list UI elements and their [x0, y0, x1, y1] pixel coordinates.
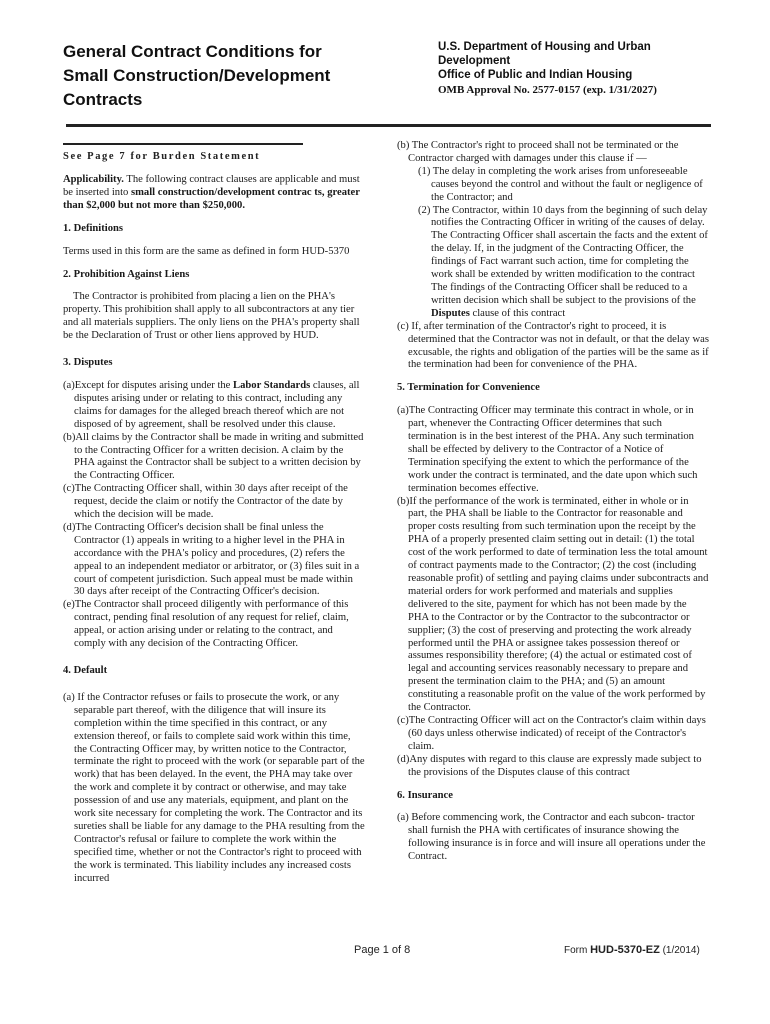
default-item-b2: (2) The Contractor, within 10 days from the beginning of such delay notifies the Contracting Officer in writing of the causes of delay. The Contracting Officer shall ascertain the facts and the extent of the delay. If, in the judgment of the Contracting Officer, the findings of Fact warrant such action, time for completing the work shall be extended by written modification to the contract The findings of the Contracting Officer shall be reduced to a written decision which shall be subject to the provisions of the Disputes clause of this contract	[418, 204, 708, 319]
disputes-item-c: (c)The Contracting Officer shall, within 30 days after receipt of the request, decide the claim or notify the Contractor of the date by which the decision will be made.	[63, 483, 348, 521]
applicability-scope: small construction/development contrac ts, greater than $2,000 but not more than $250,000.	[63, 186, 360, 211]
burden-rule	[63, 143, 303, 145]
definitions-text: Terms used in this form are the same as defined in form HUD-5370	[63, 245, 350, 257]
disputes-item-a: (a)Except for disputes arising under the Labor Standards clauses, all disputes arising under or relating to this contract, including any claims for damages for the alleged breach thereof which are not disposed of by agreement, shall be resolved under this clause.	[63, 379, 360, 430]
form-number: Form HUD-5370-EZ (1/2014)	[564, 944, 700, 956]
section-heading-default: 4. Default	[63, 665, 108, 676]
convenience-item-b: (b)If the performance of the work is terminated, either in whole or in part, the PHA shall be liable to the Contractor for reasonable and proper costs resulting from such termination upon the receipt by the PHA of a properly presented claim setting out in detail: (1) the total cost of the work performed to date of termination less the total amount of contract payments made to the Contractor; (2) the cost (including reasonable profit) of settling and paying claims under subcontracts and material orders for work performed and materials and supplies delivered to the site, payment for which has not been made by the PHA to the Contractor or by the Contractor to the subcontractor or supplier; (3) the cost of preserving and protecting the work already performed until the PHA or assignee takes possession thereof or assumes responsibility therefore; (4) the actual or estimated cost of legal and accounting services reasonably necessary to prepare and present the termination claim to the PHA; and (5) an amount constituting a reasonable profit on the value of the work performed by the Contractor.	[397, 495, 709, 714]
liens-text: The Contractor is prohibited from placing a lien on the PHA's property. This prohibition shall apply to all subcontractors at any tier and all materials suppliers. The only liens on the PHA's property shall be the Declaration of Trust or other liens approved by HUD.	[63, 291, 360, 342]
convenience-item-c: (c)The Contracting Officer will act on the Contractor's claim within days (60 days unless otherwise indicated) of receipt of the Contractor's claim.	[397, 714, 706, 752]
applicability-text: The following contract clauses are applicable and must be inserted into	[63, 174, 360, 198]
title-line-2: Small Construction/Development	[63, 66, 331, 85]
title-line-3: Contracts	[63, 90, 143, 109]
disputes-item-d: (d)The Contracting Officer's decision shall be final unless the Contractor (1) appeals in writing to a higher level in the PHA in accordance with the PHA's policy and procedures, (2) refers the appeal to an independent mediator or arbitrator, or (3) files suit in a court of competent jurisdiction. Such appeal must be made within 30 days after receipt of the Contracting Officer's decision.	[63, 521, 360, 598]
convenience-item-d: (d)Any disputes with regard to this clause are expressly made subject to the provisions of the Disputes clause of this contract	[397, 753, 702, 778]
section-heading-insurance: 6. Insurance	[397, 789, 453, 801]
agency-block	[438, 40, 738, 97]
burden-statement-note: See Page 7 for Burden Statement	[63, 151, 261, 162]
office-name: Office of Public and Indian Housing	[438, 69, 633, 81]
default-item-b1: (1) The delay in completing the work arises from unforeseeable causes beyond the control and without the fault or negligence of the Contractor; and	[418, 165, 703, 203]
agency-line-2: Development	[438, 55, 511, 67]
section-heading-disputes: 3. Disputes	[63, 357, 113, 369]
right-column	[397, 140, 709, 864]
document-title	[63, 40, 383, 112]
section-heading-liens: 2. Prohibition Against Liens	[63, 268, 190, 280]
left-column	[63, 174, 365, 886]
disputes-item-e: (e)The Contractor shall proceed diligently with performance of this contract, pending final resolution of any request for relief, claim, appeal, or action arising under or relating to the contract, and comply with any decision of the Contracting Officer.	[63, 599, 349, 650]
default-item-c: (c) If, after termination of the Contractor's right to proceed, it is determined that the Contractor was not in default, or that the delay was excusable, the rights and obligation of the parties will be the same as if the termination had been for convenience of the PHA.	[397, 320, 709, 371]
header-rule	[66, 124, 711, 127]
title-line-1: General Contract Conditions for	[63, 42, 322, 61]
section-heading-convenience: 5. Termination for Convenience	[397, 382, 540, 394]
disputes-item-b: (b)All claims by the Contractor shall be made in writing and submitted to the Contracting Officer for a written decision. A claim by the PHA against the Contractor shall be subject to a written decision by the Contracting Officer.	[63, 431, 364, 482]
section-heading-definitions: 1. Definitions	[63, 222, 124, 234]
applicability-paragraph	[63, 174, 365, 213]
insurance-item-a: (a) Before commencing work, the Contractor and each subcon- tractor shall furnish the PHA with certificates of insurance showing the following insurance is in force and will insure all operations under the Contract.	[397, 812, 706, 863]
default-item-a: (a) If the Contractor refuses or fails to prosecute the work, or any separable part thereof, with the diligence that will insure its completion within the time specified in this contract, or any extension thereof, or fails to complete said work within this time, the Contracting Officer may, by written notice to the Contractor, terminate the right to proceed with the work (or separable part of the work) that has been delayed. In the event, the PHA may take over the work and complete it by contract or otherwise, and may take possession of and use any materials, equipment, and plant on the work site necessary for completing the work. The Contractor and its sureties shall be liable for any damage to the PHA resulting from the Contractor's refusal or failure to complete the work within the specified time, whether or not the Contractor's right to proceed with the work is terminated. This liability includes any increased costs incurred	[63, 691, 365, 884]
omb-approval: OMB Approval No. 2577-0157 (exp. 1/31/2027)	[438, 84, 657, 96]
applicability-label: Applicability.	[63, 174, 124, 185]
page-number: Page 1 of 8	[354, 944, 411, 956]
default-item-b: (b) The Contractor's right to proceed shall not be terminated or the Contractor charged with damages under this clause if —	[397, 140, 679, 164]
convenience-item-a: (a)The Contracting Officer may terminate this contract in whole, or in part, whenever the Contracting Officer determines that such termination is in the best interest of the PHA. Any such termination shall be effected by delivery to the Contractor of a Notice of Termination specifying the extent to which the performance of the work under the contract is terminated, and the date upon which such termination becomes effective.	[397, 405, 698, 494]
agency-line-1: U.S. Department of Housing and Urban	[438, 41, 651, 53]
